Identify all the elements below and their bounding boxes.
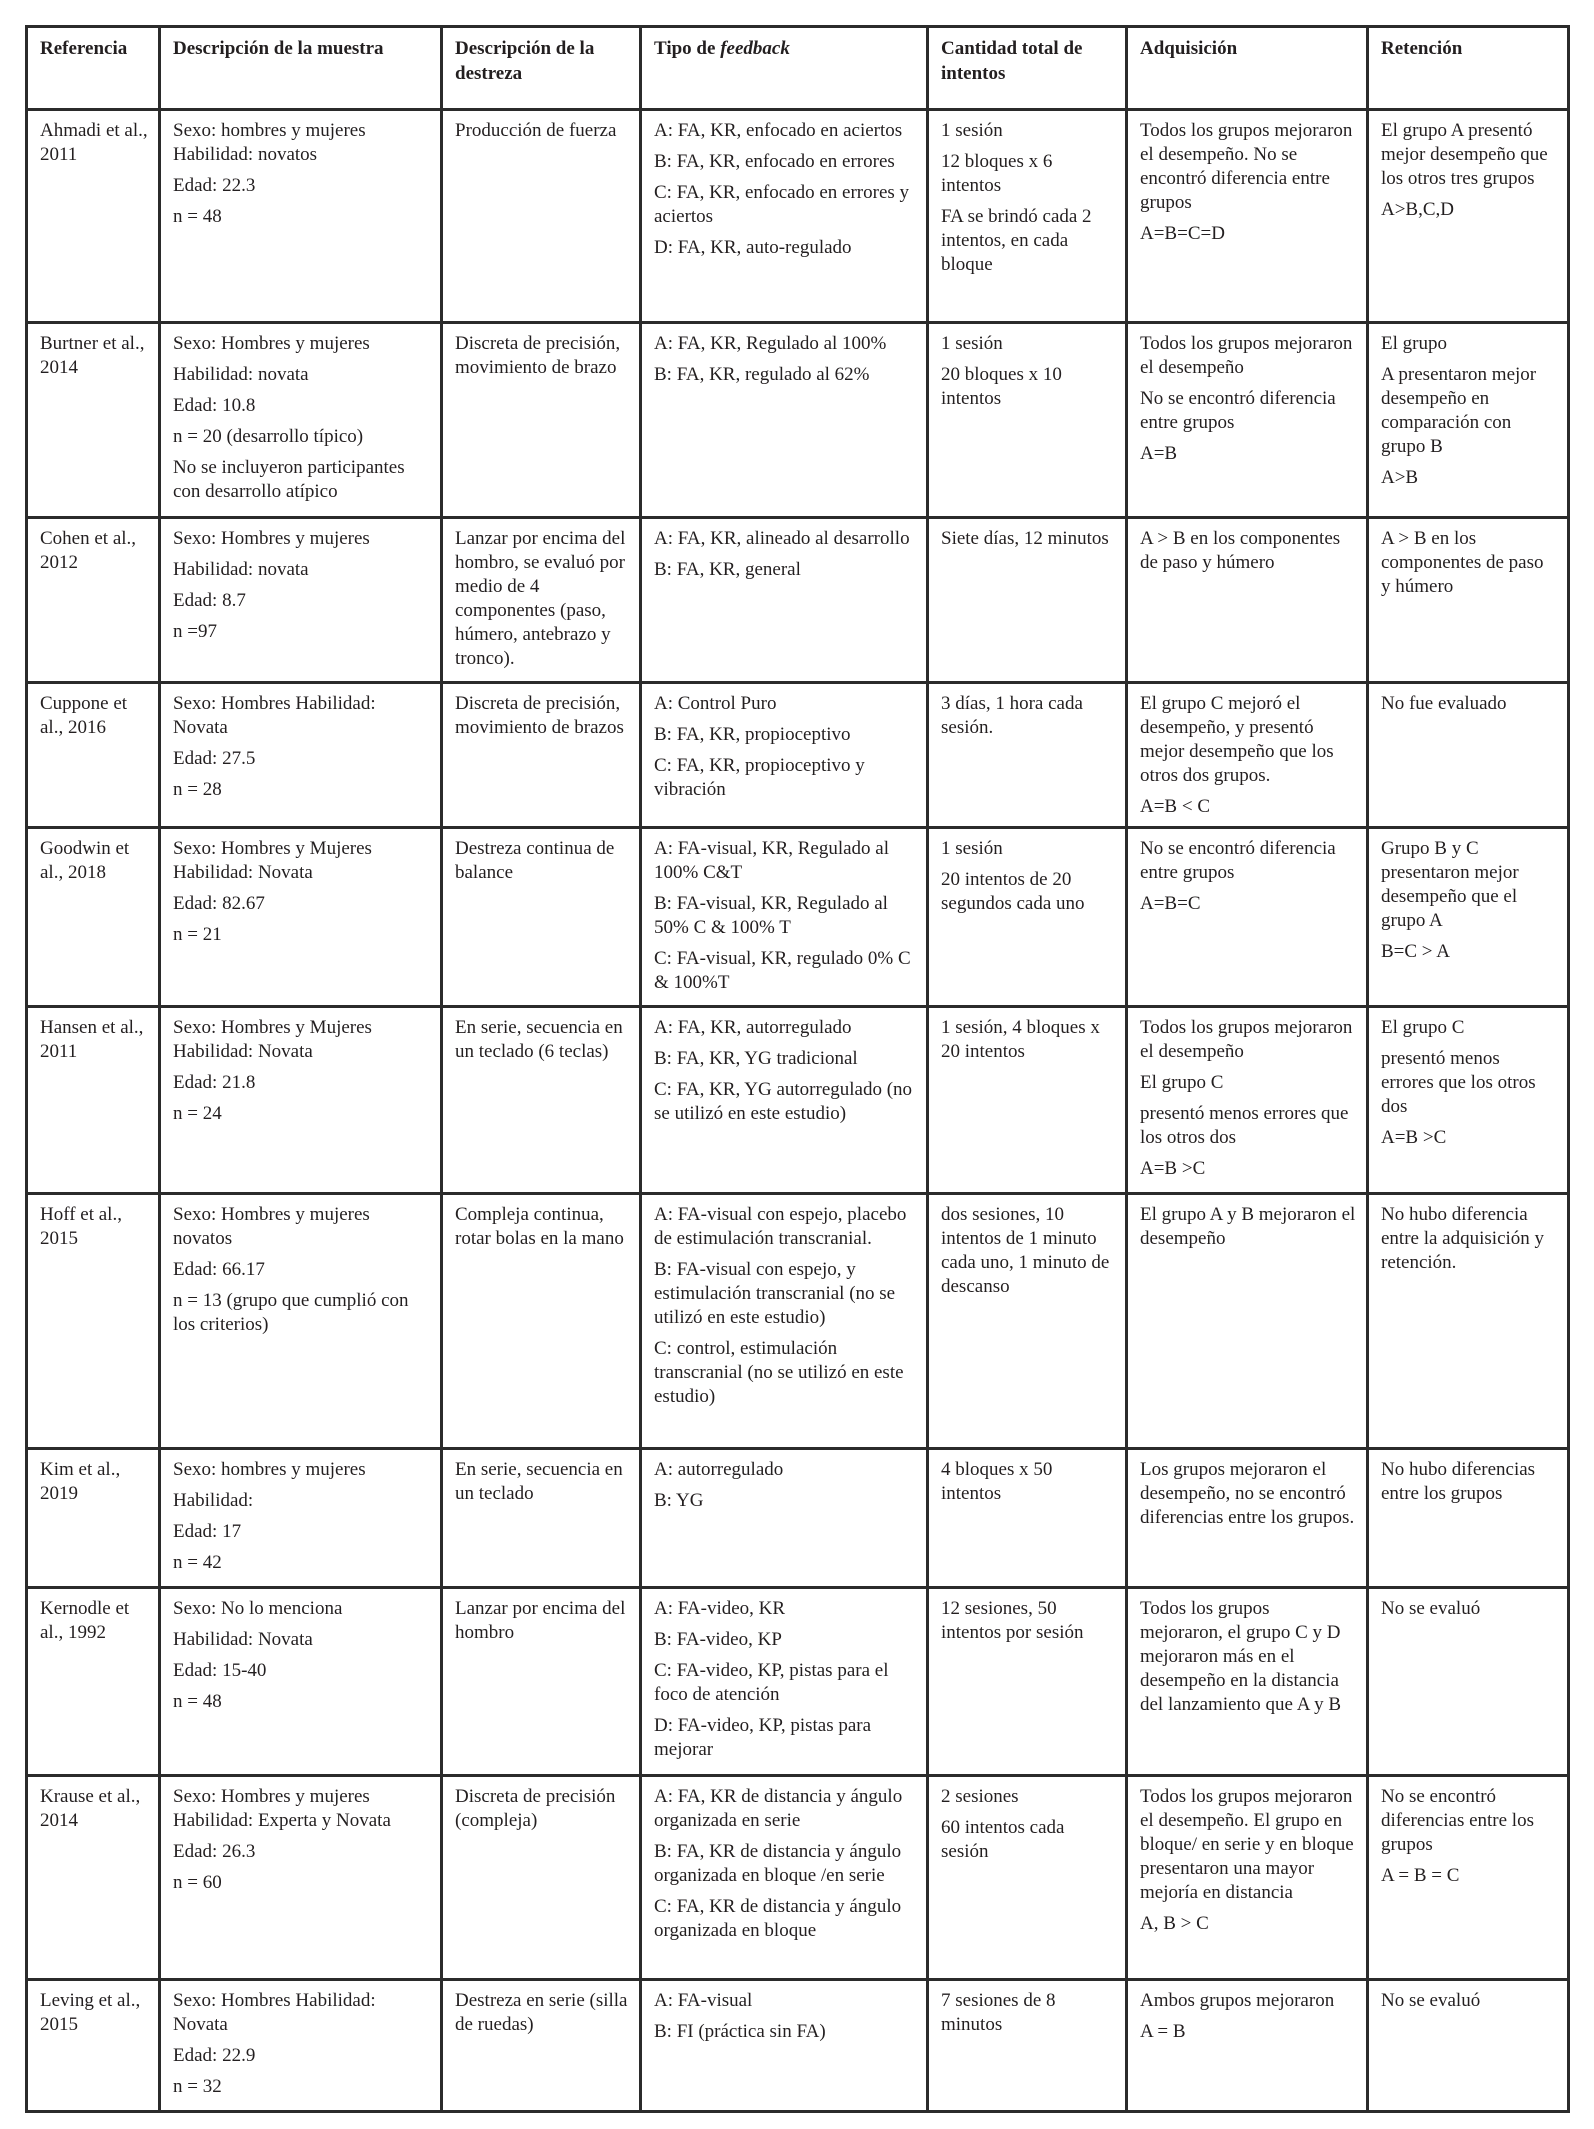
cell-destreza xyxy=(442,1194,641,1449)
retencion-line: No fue evaluado xyxy=(1381,693,1507,714)
feedback-line: C: FA, KR, YG autorregulado (no se utilizó en este estudio) xyxy=(654,1079,913,1124)
adquisicion-line: A=B=C=D xyxy=(1140,223,1225,244)
retencion-line: A = B = C xyxy=(1381,1865,1460,1886)
destreza-line: Destreza en serie (silla de ruedas) xyxy=(455,1990,628,2035)
retencion-line: A>B xyxy=(1381,467,1419,488)
muestra-line: Habilidad: xyxy=(173,1490,254,1511)
cell-destreza xyxy=(442,323,641,518)
cell-retencion xyxy=(1368,1194,1569,1449)
header-row xyxy=(27,27,1569,110)
feedback-line: A: FA, KR, autorregulado xyxy=(654,1017,852,1038)
muestra-line: Sexo: Hombres y mujeres xyxy=(173,528,370,549)
cell-adquisicion xyxy=(1127,1980,1368,2112)
retencion-line: No se evaluó xyxy=(1381,1598,1481,1619)
intentos-line: 7 sesiones de 8 minutos xyxy=(941,1990,1056,2035)
muestra-line: Edad: 82.67 xyxy=(173,893,265,914)
cell-feedback xyxy=(641,1449,928,1588)
adquisicion-line: Ambos grupos mejoraron xyxy=(1140,1990,1335,2011)
feedback-line: B: FA, KR, propioceptivo xyxy=(654,724,851,745)
destreza-line: En serie, secuencia en un teclado (6 teclas) xyxy=(455,1017,623,1062)
muestra-line: n = 48 xyxy=(173,1691,222,1712)
muestra-line: Sexo: hombres y mujeres xyxy=(173,1459,366,1480)
retencion-line: No se evaluó xyxy=(1381,1990,1481,2011)
cell-intentos xyxy=(928,828,1127,1007)
intentos-line: 1 sesión xyxy=(941,120,1003,141)
feedback-line: B: FA, KR, regulado al 62% xyxy=(654,364,870,385)
cell-muestra xyxy=(160,828,442,1007)
cell-destreza xyxy=(442,518,641,683)
table-row xyxy=(27,1776,1569,1980)
destreza-line: En serie, secuencia en un teclado xyxy=(455,1459,623,1504)
cell-muestra xyxy=(160,1588,442,1776)
cell-intentos xyxy=(928,110,1127,323)
retencion-line: El grupo C xyxy=(1381,1017,1465,1038)
feedback-line: B: FA-visual, KR, Regulado al 50% C & 100% T xyxy=(654,893,888,938)
cell-adquisicion xyxy=(1127,828,1368,1007)
cell-intentos xyxy=(928,1980,1127,2112)
destreza-line: Lanzar por encima del hombro xyxy=(455,1598,626,1643)
feedback-line: A: FA-visual xyxy=(654,1990,753,2011)
retencion-line: No se encontró diferencias entre los grupos xyxy=(1381,1786,1534,1855)
feedback-line: C: FA-visual, KR, regulado 0% C & 100%T xyxy=(654,948,911,993)
muestra-line: Edad: 17 xyxy=(173,1521,242,1542)
cell-muestra xyxy=(160,323,442,518)
feedback-line: C: control, estimulación transcranial (no se utilizó en este estudio) xyxy=(654,1338,904,1407)
cell-adquisicion xyxy=(1127,110,1368,323)
feedback-line: A: FA, KR, enfocado en aciertos xyxy=(654,120,903,141)
feedback-line: A: Control Puro xyxy=(654,693,777,714)
cell-adquisicion xyxy=(1127,1776,1368,1980)
cell-referencia: Leving et al., 2015 xyxy=(27,1980,160,2112)
cell-adquisicion xyxy=(1127,1449,1368,1588)
feedback-line: B: FA-visual con espejo, y estimulación transcranial (no se utilizó en este estudio) xyxy=(654,1259,896,1328)
destreza-line: Discreta de precisión, movimiento de brazos xyxy=(455,693,624,738)
muestra-line: No se incluyeron participantes con desarrollo atípico xyxy=(173,457,405,502)
cell-referencia: Hansen et al., 2011 xyxy=(27,1007,160,1194)
cell-feedback xyxy=(641,1588,928,1776)
cell-retencion xyxy=(1368,1007,1569,1194)
table-row xyxy=(27,683,1569,828)
adquisicion-line: El grupo A y B mejoraron el desempeño xyxy=(1140,1204,1356,1249)
feedback-line: D: FA, KR, auto-regulado xyxy=(654,237,852,258)
intentos-line: dos sesiones, 10 intentos de 1 minuto cada uno, 1 minuto de descanso xyxy=(941,1204,1110,1297)
cell-adquisicion xyxy=(1127,1007,1368,1194)
cell-muestra xyxy=(160,1449,442,1588)
cell-feedback xyxy=(641,1194,928,1449)
cell-muestra xyxy=(160,110,442,323)
retencion-line: presentó menos errores que los otros dos xyxy=(1381,1048,1536,1117)
intentos-line: 60 intentos cada sesión xyxy=(941,1817,1065,1862)
muestra-line: n = 20 (desarrollo típico) xyxy=(173,426,364,447)
cell-destreza xyxy=(442,1980,641,2112)
cell-muestra xyxy=(160,1194,442,1449)
retencion-line: A presentaron mejor desempeño en comparación con grupo B xyxy=(1381,364,1537,457)
table-row xyxy=(27,1588,1569,1776)
adquisicion-line: Todos los grupos mejoraron, el grupo C y D mejoraron más en el desempeño en la distancia del lanzamiento que A y B xyxy=(1140,1598,1342,1715)
adquisicion-line: Todos los grupos mejoraron el desempeño xyxy=(1140,333,1353,378)
adquisicion-line: A=B < C xyxy=(1140,796,1210,817)
cell-referencia: Krause et al., 2014 xyxy=(27,1776,160,1980)
cell-destreza xyxy=(442,110,641,323)
muestra-line: Edad: 21.8 xyxy=(173,1072,256,1093)
header-feedback-italic: feedback xyxy=(720,38,790,59)
table-row xyxy=(27,110,1569,323)
adquisicion-line: A=B=C xyxy=(1140,893,1201,914)
feedback-line: D: FA-video, KP, pistas para mejorar xyxy=(654,1715,872,1760)
cell-referencia: Kernodle et al., 1992 xyxy=(27,1588,160,1776)
adquisicion-line: Todos los grupos mejoraron el desempeño. No se encontró diferencia entre grupos xyxy=(1140,120,1353,213)
feedback-line: B: YG xyxy=(654,1490,704,1511)
muestra-line: n = 28 xyxy=(173,779,222,800)
muestra-line: n = 60 xyxy=(173,1872,222,1893)
feedback-line: C: FA, KR, propioceptivo y vibración xyxy=(654,755,865,800)
cell-muestra xyxy=(160,1776,442,1980)
adquisicion-line: A=B xyxy=(1140,443,1178,464)
cell-referencia: Ahmadi et al., 2011 xyxy=(27,110,160,323)
adquisicion-line: presentó menos errores que los otros dos xyxy=(1140,1103,1349,1148)
feedback-line: A: FA, KR, Regulado al 100% xyxy=(654,333,887,354)
adquisicion-line: No se encontró diferencia entre grupos xyxy=(1140,388,1336,433)
cell-retencion xyxy=(1368,110,1569,323)
cell-intentos xyxy=(928,683,1127,828)
cell-feedback xyxy=(641,683,928,828)
cell-retencion xyxy=(1368,323,1569,518)
header-feedback-prefix: Tipo de xyxy=(654,38,721,59)
table-row xyxy=(27,1449,1569,1588)
table-row xyxy=(27,1194,1569,1449)
retencion-line: No hubo diferencia entre la adquisición y retención. xyxy=(1381,1204,1545,1273)
muestra-line: n = 48 xyxy=(173,206,222,227)
cell-referencia: Cuppone et al., 2016 xyxy=(27,683,160,828)
cell-referencia: Goodwin et al., 2018 xyxy=(27,828,160,1007)
muestra-line: Sexo: Hombres y Mujeres Habilidad: Novata xyxy=(173,1017,372,1062)
intentos-line: 4 bloques x 50 intentos xyxy=(941,1459,1053,1504)
retencion-line: Grupo B y C presentaron mejor desempeño que el grupo A xyxy=(1381,838,1519,931)
retencion-line: A>B,C,D xyxy=(1381,199,1455,220)
intentos-line: 1 sesión, 4 bloques x 20 intentos xyxy=(941,1017,1100,1062)
retencion-line: A > B en los componentes de paso y húmero xyxy=(1381,528,1544,597)
cell-feedback xyxy=(641,1776,928,1980)
adquisicion-line: A=B >C xyxy=(1140,1158,1206,1179)
cell-referencia: Burtner et al., 2014 xyxy=(27,323,160,518)
muestra-line: Habilidad: novata xyxy=(173,559,309,580)
cell-adquisicion xyxy=(1127,1194,1368,1449)
table-row xyxy=(27,1007,1569,1194)
cell-intentos xyxy=(928,1588,1127,1776)
feedback-line: A: FA, KR, alineado al desarrollo xyxy=(654,528,910,549)
feedback-line: A: FA, KR de distancia y ángulo organizada en serie xyxy=(654,1786,903,1831)
cell-adquisicion xyxy=(1127,1588,1368,1776)
adquisicion-line: Los grupos mejoraron el desempeño, no se encontró diferencias entre los grupos. xyxy=(1140,1459,1355,1528)
muestra-line: Edad: 66.17 xyxy=(173,1259,265,1280)
cell-muestra xyxy=(160,1980,442,2112)
header-feedback xyxy=(641,27,928,110)
table-body xyxy=(27,110,1569,2112)
cell-feedback xyxy=(641,1007,928,1194)
cell-retencion xyxy=(1368,1449,1569,1588)
cell-referencia: Kim et al., 2019 xyxy=(27,1449,160,1588)
muestra-line: Sexo: hombres y mujeres Habilidad: novatos xyxy=(173,120,366,165)
cell-adquisicion xyxy=(1127,518,1368,683)
cell-muestra xyxy=(160,1007,442,1194)
destreza-line: Lanzar por encima del hombro, se evaluó por medio de 4 componentes (paso, húmero, antebrazo y tronco). xyxy=(455,528,626,669)
muestra-line: n = 24 xyxy=(173,1103,222,1124)
feedback-line: A: autorregulado xyxy=(654,1459,784,1480)
retencion-line: No hubo diferencias entre los grupos xyxy=(1381,1459,1536,1504)
table-row xyxy=(27,1980,1569,2112)
cell-referencia: Cohen et al., 2012 xyxy=(27,518,160,683)
cell-destreza xyxy=(442,1449,641,1588)
cell-referencia: Hoff et al., 2015 xyxy=(27,1194,160,1449)
adquisicion-line: A > B en los componentes de paso y húmero xyxy=(1140,528,1341,573)
muestra-line: Edad: 26.3 xyxy=(173,1841,256,1862)
cell-intentos xyxy=(928,1194,1127,1449)
feedback-line: B: FA, KR, enfocado en errores xyxy=(654,151,895,172)
muestra-line: Sexo: Hombres y mujeres xyxy=(173,333,370,354)
intentos-line: 2 sesiones xyxy=(941,1786,1019,1807)
feedback-line: C: FA, KR de distancia y ángulo organizada en bloque xyxy=(654,1896,902,1941)
intentos-line: 3 días, 1 hora cada sesión. xyxy=(941,693,1083,738)
cell-retencion xyxy=(1368,518,1569,683)
cell-muestra xyxy=(160,683,442,828)
muestra-line: Edad: 15-40 xyxy=(173,1660,267,1681)
adquisicion-line: A = B xyxy=(1140,2021,1186,2042)
cell-intentos xyxy=(928,1449,1127,1588)
adquisicion-line: El grupo C mejoró el desempeño, y presentó mejor desempeño que los otros dos grupos. xyxy=(1140,693,1334,786)
feedback-line: A: FA-visual con espejo, placebo de estimulación transcranial. xyxy=(654,1204,907,1249)
intentos-line: Siete días, 12 minutos xyxy=(941,528,1109,549)
cell-retencion xyxy=(1368,683,1569,828)
table-row xyxy=(27,518,1569,683)
muestra-line: Habilidad: novata xyxy=(173,364,309,385)
retencion-line: B=C > A xyxy=(1381,941,1450,962)
cell-feedback xyxy=(641,518,928,683)
muestra-line: Sexo: Hombres Habilidad: Novata xyxy=(173,693,376,738)
feedback-line: C: FA, KR, enfocado en errores y aciertos xyxy=(654,182,910,227)
destreza-line: Compleja continua, rotar bolas en la mano xyxy=(455,1204,624,1249)
feedback-line: B: FA, KR de distancia y ángulo organizada en bloque /en serie xyxy=(654,1841,902,1886)
feedback-line: A: FA-visual, KR, Regulado al 100% C&T xyxy=(654,838,890,883)
cell-feedback xyxy=(641,323,928,518)
adquisicion-line: Todos los grupos mejoraron el desempeño. El grupo en bloque/ en serie y en bloque presentaron una mayor mejoría en distancia xyxy=(1140,1786,1354,1903)
muestra-line: Edad: 10.8 xyxy=(173,395,256,416)
muestra-line: Edad: 22.3 xyxy=(173,175,256,196)
cell-retencion xyxy=(1368,828,1569,1007)
adquisicion-line: Todos los grupos mejoraron el desempeño xyxy=(1140,1017,1353,1062)
intentos-line: 12 bloques x 6 intentos xyxy=(941,151,1053,196)
retencion-line: El grupo xyxy=(1381,333,1447,354)
header-retencion: Retención xyxy=(1368,27,1569,110)
literature-review-table xyxy=(25,25,1570,2113)
feedback-line: B: FA-video, KP xyxy=(654,1629,782,1650)
cell-intentos xyxy=(928,1007,1127,1194)
intentos-line: 20 bloques x 10 intentos xyxy=(941,364,1062,409)
header-destreza: Descripción de la destreza xyxy=(442,27,641,110)
cell-destreza xyxy=(442,1588,641,1776)
retencion-line: A=B >C xyxy=(1381,1127,1447,1148)
intentos-line: FA se brindó cada 2 intentos, en cada bloque xyxy=(941,206,1092,275)
cell-muestra xyxy=(160,518,442,683)
muestra-line: Sexo: Hombres y mujeres Habilidad: Experta y Novata xyxy=(173,1786,391,1831)
cell-feedback xyxy=(641,1980,928,2112)
destreza-line: Destreza continua de balance xyxy=(455,838,615,883)
muestra-line: Sexo: No lo menciona xyxy=(173,1598,343,1619)
cell-retencion xyxy=(1368,1588,1569,1776)
muestra-line: n = 21 xyxy=(173,924,222,945)
cell-destreza xyxy=(442,683,641,828)
feedback-line: B: FI (práctica sin FA) xyxy=(654,2021,826,2042)
muestra-line: Edad: 27.5 xyxy=(173,748,256,769)
cell-retencion xyxy=(1368,1980,1569,2112)
muestra-line: Sexo: Hombres y mujeres novatos xyxy=(173,1204,370,1249)
cell-destreza xyxy=(442,1007,641,1194)
cell-feedback xyxy=(641,110,928,323)
header-intentos: Cantidad total de intentos xyxy=(928,27,1127,110)
cell-destreza xyxy=(442,828,641,1007)
adquisicion-line: A, B > C xyxy=(1140,1913,1209,1934)
muestra-line: n =97 xyxy=(173,621,217,642)
cell-destreza xyxy=(442,1776,641,1980)
header-muestra: Descripción de la muestra xyxy=(160,27,442,110)
muestra-line: Sexo: Hombres Habilidad: Novata xyxy=(173,1990,376,2035)
destreza-line: Producción de fuerza xyxy=(455,120,617,141)
muestra-line: Edad: 8.7 xyxy=(173,590,246,611)
cell-intentos xyxy=(928,1776,1127,1980)
intentos-line: 1 sesión xyxy=(941,333,1003,354)
table-row xyxy=(27,828,1569,1007)
destreza-line: Discreta de precisión, movimiento de brazo xyxy=(455,333,621,378)
muestra-line: n = 42 xyxy=(173,1552,222,1573)
header-adquisicion: Adquisición xyxy=(1127,27,1368,110)
intentos-line: 20 intentos de 20 segundos cada uno xyxy=(941,869,1085,914)
feedback-line: C: FA-video, KP, pistas para el foco de atención xyxy=(654,1660,889,1705)
muestra-line: Edad: 22.9 xyxy=(173,2045,256,2066)
header-referencia: Referencia xyxy=(27,27,160,110)
muestra-line: Habilidad: Novata xyxy=(173,1629,313,1650)
muestra-line: n = 13 (grupo que cumplió con los criterios) xyxy=(173,1290,409,1335)
cell-intentos xyxy=(928,518,1127,683)
retencion-line: El grupo A presentó mejor desempeño que los otros tres grupos xyxy=(1381,120,1548,189)
cell-adquisicion xyxy=(1127,323,1368,518)
adquisicion-line: El grupo C xyxy=(1140,1072,1224,1093)
cell-intentos xyxy=(928,323,1127,518)
muestra-line: n = 32 xyxy=(173,2076,222,2097)
feedback-line: B: FA, KR, general xyxy=(654,559,801,580)
cell-feedback xyxy=(641,828,928,1007)
feedback-line: B: FA, KR, YG tradicional xyxy=(654,1048,858,1069)
intentos-line: 12 sesiones, 50 intentos por sesión xyxy=(941,1598,1084,1643)
intentos-line: 1 sesión xyxy=(941,838,1003,859)
cell-retencion xyxy=(1368,1776,1569,1980)
adquisicion-line: No se encontró diferencia entre grupos xyxy=(1140,838,1336,883)
muestra-line: Sexo: Hombres y Mujeres Habilidad: Novata xyxy=(173,838,372,883)
cell-adquisicion xyxy=(1127,683,1368,828)
feedback-line: A: FA-video, KR xyxy=(654,1598,786,1619)
table-row xyxy=(27,323,1569,518)
destreza-line: Discreta de precisión (compleja) xyxy=(455,1786,616,1831)
